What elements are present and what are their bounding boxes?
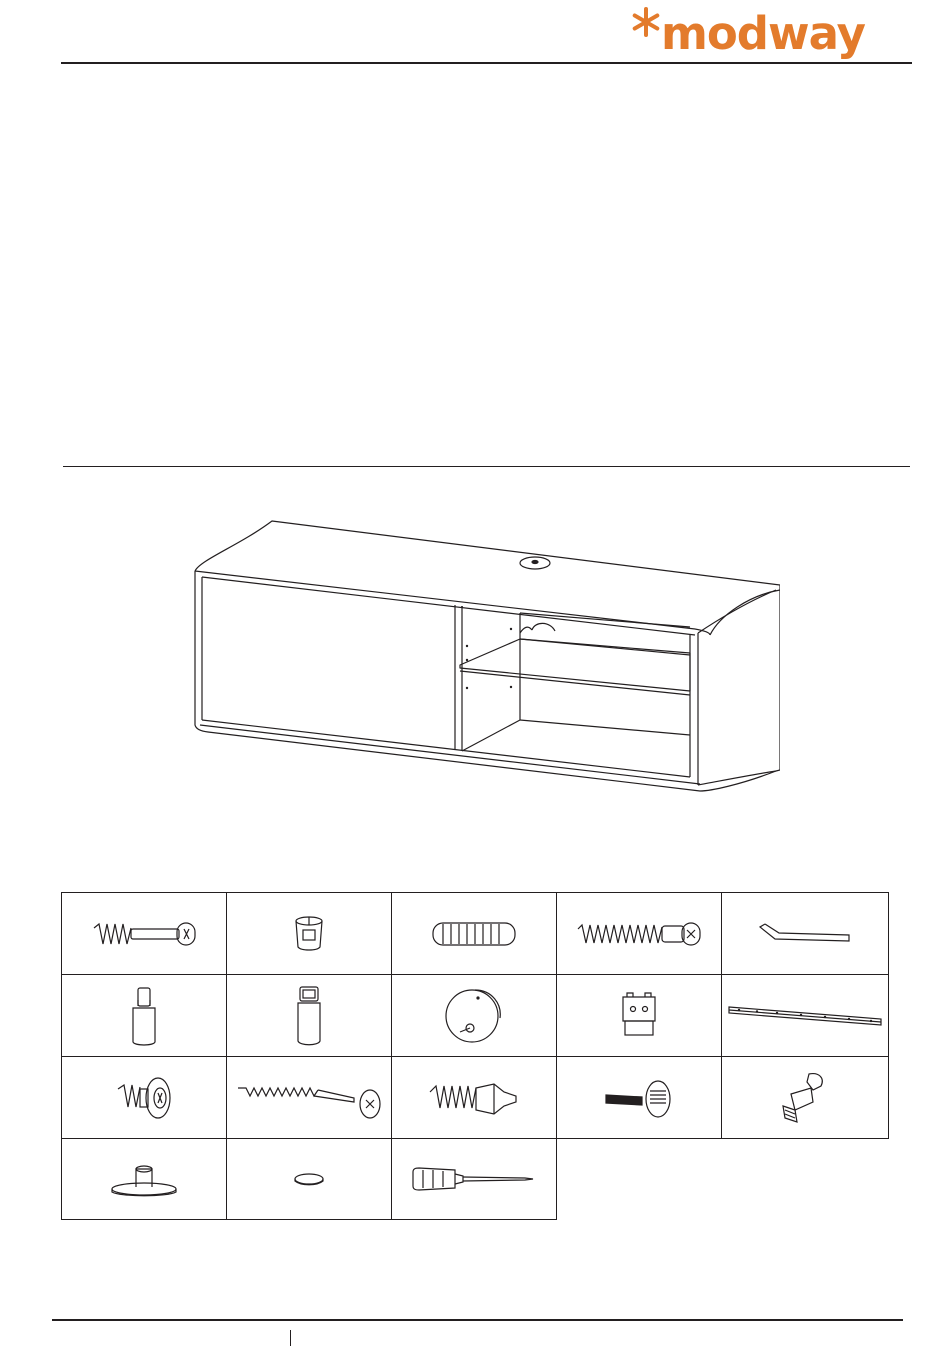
part-cell [61,1138,227,1220]
section-divider [63,466,910,467]
part-cell [556,892,722,975]
part-cell [226,974,392,1057]
cam-lock-icon [289,914,329,954]
part-cell [226,1056,392,1139]
part-cell [556,974,722,1057]
header-divider [61,62,912,64]
part-cell [226,892,392,975]
part-cell [61,974,227,1057]
wood-dowel-icon [429,919,519,949]
thumb-screw-icon [602,1075,676,1121]
cam-bolt-icon [89,914,199,954]
asterisk-icon [630,6,662,38]
footer-divider [52,1319,903,1321]
part-cell [391,892,557,975]
wall-bracket-icon [617,991,661,1041]
part-cell [721,1056,889,1139]
part-cell [721,974,889,1057]
footer-tick [290,1330,291,1346]
brand-logo: modway [661,7,865,60]
glide-foot-icon [104,1159,184,1199]
wood-screw-icon [234,1076,384,1120]
part-cell [61,1056,227,1139]
screwdriver-icon [409,1164,539,1194]
door-hinge-clip-icon [775,1068,835,1128]
wall-rail-icon [725,1001,885,1031]
plastic-shelf-support-icon [292,983,326,1049]
part-cell [556,1056,722,1139]
hardware-parts-list [61,892,889,1220]
part-cell [391,1056,557,1139]
wall-anchor-icon [424,1076,524,1120]
long-connector-bolt-icon [574,917,704,951]
short-cam-bolt-icon [112,1073,176,1123]
part-cell [226,1138,392,1220]
shelf-pin-icon [127,984,161,1048]
cover-cap-icon [289,1169,329,1189]
part-cell [61,892,227,975]
part-cell [391,974,557,1057]
part-cell [391,1138,557,1220]
allen-key-icon [755,919,855,949]
cable-grommet-icon [442,984,506,1048]
tv-stand-cabinet-drawing [180,515,780,795]
part-cell [721,892,889,975]
